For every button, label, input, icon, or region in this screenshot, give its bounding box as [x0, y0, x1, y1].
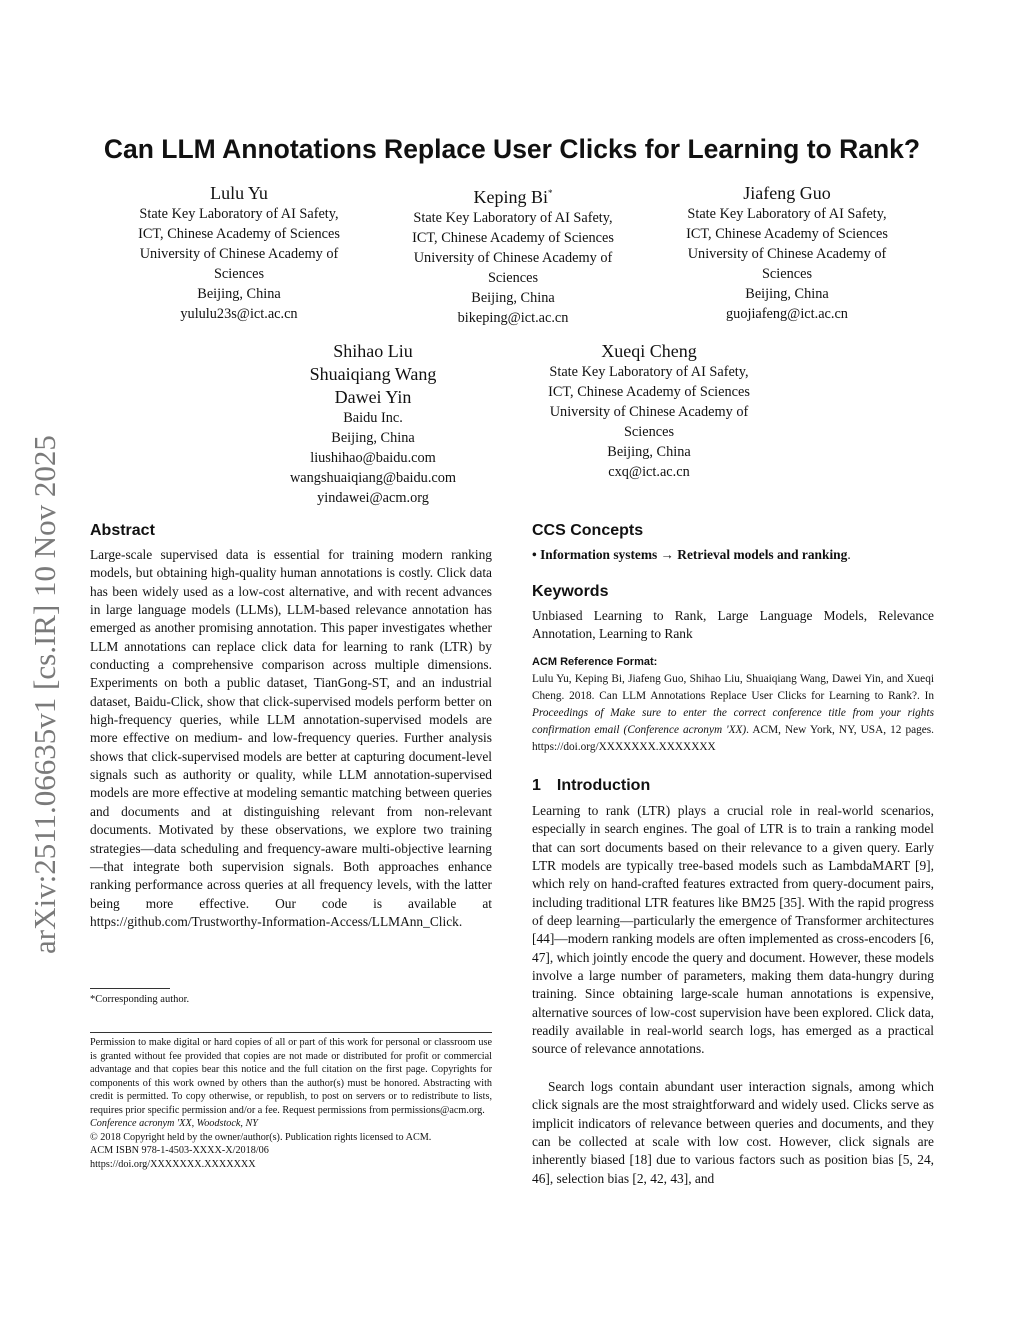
author-email: cxq@ict.ac.cn: [608, 464, 690, 480]
ccs-heading: CCS Concepts: [532, 522, 644, 539]
ccs-concept-item: [532, 547, 851, 563]
permission-block: [90, 1036, 492, 1171]
acm-reference-part: Lulu Yu, Keping Bi, Jiafeng Guo, Shihao Liu, Shuaiqiang Wang, Dawei Yin, and Xueqi Cheng. 2018. Can LLM Annotations Replace User Clicks for Learning to Rank?. In: [532, 673, 934, 702]
author-name-text: Keping Bi: [473, 187, 548, 207]
author-block-1: [100, 182, 378, 324]
acm-reference-venue: Proceedings of Make sure to enter the correct conference title from your rights confirmation email (Conference acronym 'XX): [532, 707, 934, 736]
author-affiliation: University of Chinese Academy of: [139, 246, 339, 262]
introduction-heading: [532, 777, 650, 795]
author-affiliation: Sciences: [213, 266, 265, 282]
author-affiliation: ICT, Chinese Academy of Sciences: [686, 226, 888, 242]
author-name: Xueqi Cheng: [601, 341, 697, 361]
author-location: Beijing, China: [745, 286, 829, 302]
permission-rule: [90, 1032, 492, 1033]
author-location: Beijing, China: [197, 286, 281, 302]
introduction-paragraph-1: Learning to rank (LTR) plays a crucial role in real-world scenarios, especially in search engines. The goal of LTR is to train a ranking model that can sort documents based on their relevance to a given query. Early LTR models are typically tree-based models such as LambdaMART [9], which rely on hand-crafted features extracted from query-document pairs, including traditional LTR features like BM25 [35]. With the rapid progress of deep learning—particularly the emergence of Transformer architectures [44]—modern ranking models are often implemented as cross-encoders [6, 47], which jointly encode the query and document. However, these models involve a large number of parameters, making them data-hungry during training. Since obtaining large-scale human annotations is expensive, alternative sources of low-cost supervision have been explored. Click data, readily available in real-world search logs, has emerged as a practical source of relevance annotations.: [532, 803, 934, 1057]
section-number: 1: [532, 777, 541, 794]
arxiv-identifier: arXiv:2511.06635v1 [cs.IR] 10 Nov 2025: [27, 435, 62, 954]
author-affiliation: Sciences: [487, 270, 539, 286]
paper-title: Can LLM Annotations Replace User Clicks for Learning to Rank?: [103, 134, 921, 164]
author-name: [374, 182, 652, 208]
author-name: Shuaiqiang Wang: [309, 364, 437, 384]
author-block-3: [648, 182, 926, 324]
author-block-5: [510, 340, 788, 482]
permission-text: Permission to make digital or hard copies of all or part of this work for personal or classroom use is granted without fee provided that copies are not made or distributed for profit or commercial advantage and that copies bear this notice and the full citation on the first page. Copyrights for components of this work owned by others than the author(s) must be honored. Abstracting with credit is permitted. To copy otherwise, or republish, to post on servers or to redistribute to lists, requires prior specific permission and/or a fee. Request permissions from permissions@acm.org.: [90, 1037, 492, 1116]
section-title: Introduction: [556, 777, 651, 794]
corresponding-mark: *: [548, 188, 553, 198]
copyright-line: © 2018 Copyright held by the owner/author(s). Publication rights licensed to ACM.: [90, 1131, 432, 1143]
doi-line: https://doi.org/XXXXXXX.XXXXXXX: [90, 1158, 256, 1170]
ccs-bullet: •: [532, 547, 537, 562]
footnote-rule: [90, 988, 170, 989]
keywords-heading: Keywords: [532, 583, 609, 600]
author-affiliation: ICT, Chinese Academy of Sciences: [412, 230, 614, 246]
author-block-4: [234, 340, 512, 508]
author-name: Shihao Liu: [333, 341, 413, 361]
keywords-text: Unbiased Learning to Rank, Large Language Models, Relevance Annotation, Learning to Rank: [532, 608, 934, 642]
abstract-heading: Abstract: [90, 522, 155, 539]
author-affiliation: ICT, Chinese Academy of Sciences: [138, 226, 340, 242]
author-affiliation: University of Chinese Academy of: [687, 246, 887, 262]
author-email: wangshuaiqiang@baidu.com: [289, 470, 457, 486]
abstract-text: Large-scale supervised data is essential for training modern ranking models, but obtaining high-quality human annotations is costly. Click data has been widely used as a low-cost alternative, and with recent advances in large language models (LLMs), LLM-based relevance annotation has emerged as another promising annotation. This paper investigates whether LLM annotations can replace click data for learning to rank (LTR) by conducting a comprehensive comparison across multiple dimensions. Experiments on both a public dataset, TianGong-ST, and an industrial dataset, Baidu-Click, show that click-supervised models perform better on high-frequency queries, while LLM annotation-supervised models are more effective on medium- and low-frequency queries. Further analysis shows that click-supervised models are better at capturing document-level signals such as authority or quality, while LLM annotation-supervised models are more effective at modeling semantic matching between queries and documents and at distinguishing relevant from non-relevant documents. Motivated by these observations, we explore two training strategies—data scheduling and frequency-aware multi-objective learning—that integrate both supervision signals. Both approaches enhance ranking performance across queries at all frequency levels, with the latter being more effective. Our code is available at https://github.com/Trustworthy-Information-Access/LLMAnn_Click.: [90, 547, 492, 929]
author-block-2: [374, 182, 652, 328]
author-affiliation: Sciences: [761, 266, 813, 282]
author-email: bikeping@ict.ac.cn: [457, 310, 569, 326]
author-affiliation: Baidu Inc.: [343, 410, 403, 426]
author-email: liushihao@baidu.com: [310, 450, 436, 466]
author-location: Beijing, China: [331, 430, 415, 446]
author-name: Lulu Yu: [210, 183, 268, 203]
acm-reference-part: . ACM, New York, NY, USA, 12 pages. https://doi.org/XXXXXXX.XXXXXXX: [532, 724, 935, 753]
footnote: *Corresponding author.: [90, 994, 190, 1005]
author-name: Jiafeng Guo: [743, 183, 831, 203]
author-location: Beijing, China: [607, 444, 691, 460]
ccs-concept-text: Information systems → Retrieval models and ranking: [540, 547, 848, 562]
author-location: Beijing, China: [471, 290, 555, 306]
author-email: yindawei@acm.org: [317, 490, 429, 506]
author-affiliation: University of Chinese Academy of: [413, 250, 613, 266]
author-email: guojiafeng@ict.ac.cn: [726, 306, 848, 322]
acm-reference-heading: ACM Reference Format:: [532, 656, 658, 668]
author-email: yululu23s@ict.ac.cn: [180, 306, 298, 322]
introduction-paragraph-2: Search logs contain abundant user interaction signals, among which click signals are the most straightforward and widely used. Clicks serve as implicit indicators of relevance between queries and documents, and they can be collected at scale with low cost. However, click signals are inherently biased [18] due to various factors such as position bias [5, 24, 46], selection bias [2, 42, 43], and: [532, 1079, 934, 1186]
author-affiliation: State Key Laboratory of AI Safety,: [413, 210, 613, 226]
acm-reference-text: [532, 671, 934, 756]
author-affiliation: State Key Laboratory of AI Safety,: [139, 206, 339, 222]
author-affiliation: State Key Laboratory of AI Safety,: [687, 206, 887, 222]
author-name: Dawei Yin: [334, 387, 412, 407]
isbn-line: ACM ISBN 978-1-4503-XXXX-X/2018/06: [90, 1145, 269, 1156]
conference-line: Conference acronym 'XX, Woodstock, NY: [90, 1118, 258, 1129]
author-affiliation: State Key Laboratory of AI Safety,: [549, 364, 749, 380]
author-affiliation: Sciences: [623, 424, 675, 440]
author-affiliation: ICT, Chinese Academy of Sciences: [548, 384, 750, 400]
author-affiliation: University of Chinese Academy of: [549, 404, 749, 420]
ccs-concept-tail: .: [847, 547, 851, 562]
